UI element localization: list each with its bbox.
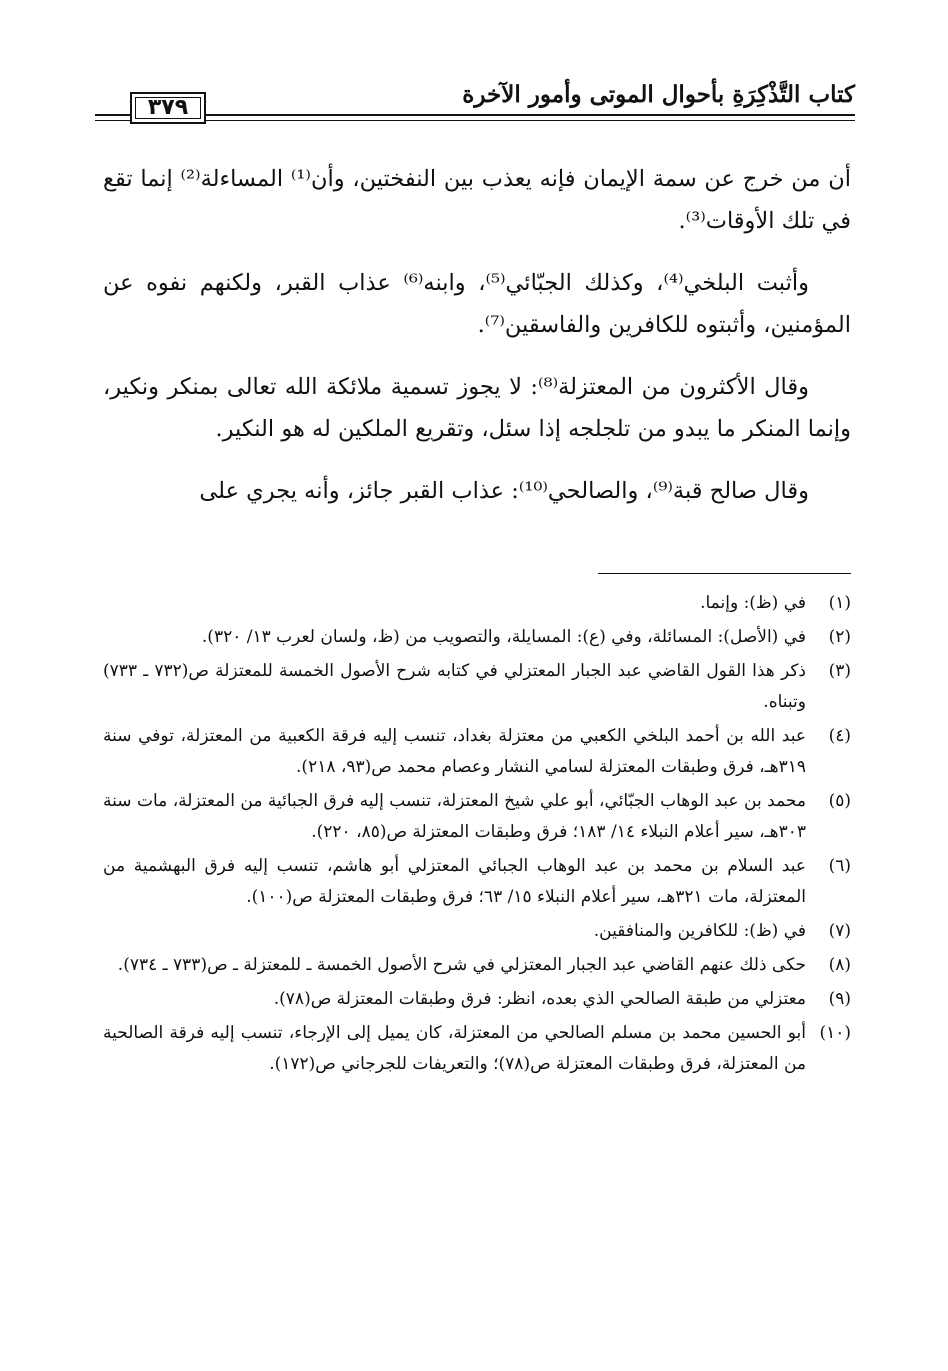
footnote-number: (٨) bbox=[828, 955, 851, 975]
paragraph: وقال صالح قبة⁽⁹⁾، والصالحي⁽¹⁰⁾: عذاب القبر جائز، وأنه يجري على bbox=[199, 478, 809, 504]
footnote-number: (٩) bbox=[828, 989, 851, 1009]
footnote bbox=[103, 622, 851, 653]
footnote bbox=[103, 916, 851, 947]
footnote-number: (١٠) bbox=[819, 1023, 851, 1043]
footnote-text: في (ظ): للكافرين والمنافقين. bbox=[593, 921, 806, 941]
footnote-text: حكى ذلك عنهم القاضي عبد الجبار المعتزلي في شرح الأصول الخمسة ـ للمعتزلة ـ ص(٧٣٣ ـ ٧٣٤). bbox=[117, 955, 806, 975]
footnote bbox=[103, 984, 851, 1015]
footnote bbox=[103, 1018, 851, 1080]
paragraph: أن من خرج عن سمة الإيمان فإنه يعذب بين النفختين، وأن⁽¹⁾ المساءلة⁽²⁾ إنما تقع في تلك الأوقات⁽³⁾. bbox=[103, 166, 852, 234]
footnote-text: معتزلي من طبقة الصالحي الذي بعده، انظر: فرق وطبقات المعتزلة ص(٧٨). bbox=[273, 989, 806, 1009]
main-text bbox=[103, 158, 851, 532]
footnote bbox=[103, 786, 851, 848]
footnote bbox=[103, 851, 851, 913]
footnote bbox=[103, 721, 851, 783]
footnote-text: في (ظ): وإنما. bbox=[700, 593, 806, 613]
footnote bbox=[103, 588, 851, 619]
footnote-number: (٦) bbox=[828, 856, 851, 876]
footnote bbox=[103, 656, 851, 718]
footnote-text: ذكر هذا القول القاضي عبد الجبار المعتزلي في كتابه شرح الأصول الخمسة للمعتزلة ص(٧٣٢ ـ ٧٣٣) وتبناه. bbox=[103, 661, 806, 712]
footnote-text: محمد بن عبد الوهاب الجبّائي، أبو علي شيخ المعتزلة، تنسب إليه فرق الجبائية من المعتزلة، مات سنة ٣٠٣هـ، سير أعلام النبلاء ١٤/ ١٨٣؛ فرق وطبقات المعتزلة ص(٨٥، ٢٢٠). bbox=[103, 791, 806, 842]
footnote-text: في (الأصل): المسائلة، وفي (ع): المسايلة، والتصويب من (ظ، ولسان لعرب ١٣/ ٣٢٠). bbox=[201, 627, 806, 647]
footnotes bbox=[103, 588, 851, 1083]
footnote-number: (٢) bbox=[828, 627, 851, 647]
page-number: ٣٧٩ bbox=[130, 92, 206, 124]
footnote bbox=[103, 950, 851, 981]
header-rule-thin bbox=[95, 120, 855, 121]
book-title: كتاب التَّذْكِرَةِ بأحوال الموتى وأمور الآخرة bbox=[462, 81, 855, 108]
footnote-number: (٤) bbox=[828, 726, 851, 746]
footnote-separator bbox=[598, 573, 851, 574]
footnote-text: أبو الحسين محمد بن مسلم الصالحي من المعتزلة، كان يميل إلى الإرجاء، تنسب إليه فرقة الصالحية من المعتزلة، فرق وطبقات المعتزلة ص(٧٨)؛ والتعريفات للجرجاني ص(١٧٢). bbox=[103, 1023, 806, 1074]
footnote-text: عبد الله بن أحمد البلخي الكعبي من معتزلة بغداد، تنسب إليه فرقة الكعبية من المعتزلة، توفي سنة ٣١٩هـ، فرق وطبقات المعتزلة لسامي النشار وعصام محمد ص(٩٣، ٢١٨). bbox=[103, 726, 806, 777]
running-header bbox=[95, 80, 855, 130]
footnote-number: (١) bbox=[828, 593, 851, 613]
footnote-text: عبد السلام بن محمد بن عبد الوهاب الجبائي المعتزلي أبو هاشم، تنسب إليه فرق البهشمية من المعتزلة، مات ٣٢١هـ، سير أعلام النبلاء ١٥/ ٦٣؛ فرق وطبقات المعتزلة ص(١٠٠). bbox=[103, 856, 806, 907]
paragraph: وقال الأكثرون من المعتزلة⁽⁸⁾: لا يجوز تسمية ملائكة الله تعالى بمنكر ونكير، وإنما المنكر ما يبدو من تلجلجه إذا سئل، وتقريع الملكين له هو النكير. bbox=[103, 374, 851, 442]
footnote-number: (٧) bbox=[828, 921, 851, 941]
paragraph: وأثبت البلخي⁽⁴⁾، وكذلك الجبّائي⁽⁵⁾، وابنه⁽⁶⁾ عذاب القبر، ولكنهم نفوه عن المؤمنين، وأثبتوه للكافرين والفاسقين⁽⁷⁾. bbox=[103, 270, 851, 338]
header-rule-thick bbox=[95, 114, 855, 116]
footnote-number: (٣) bbox=[828, 661, 851, 681]
footnote-number: (٥) bbox=[828, 791, 851, 811]
